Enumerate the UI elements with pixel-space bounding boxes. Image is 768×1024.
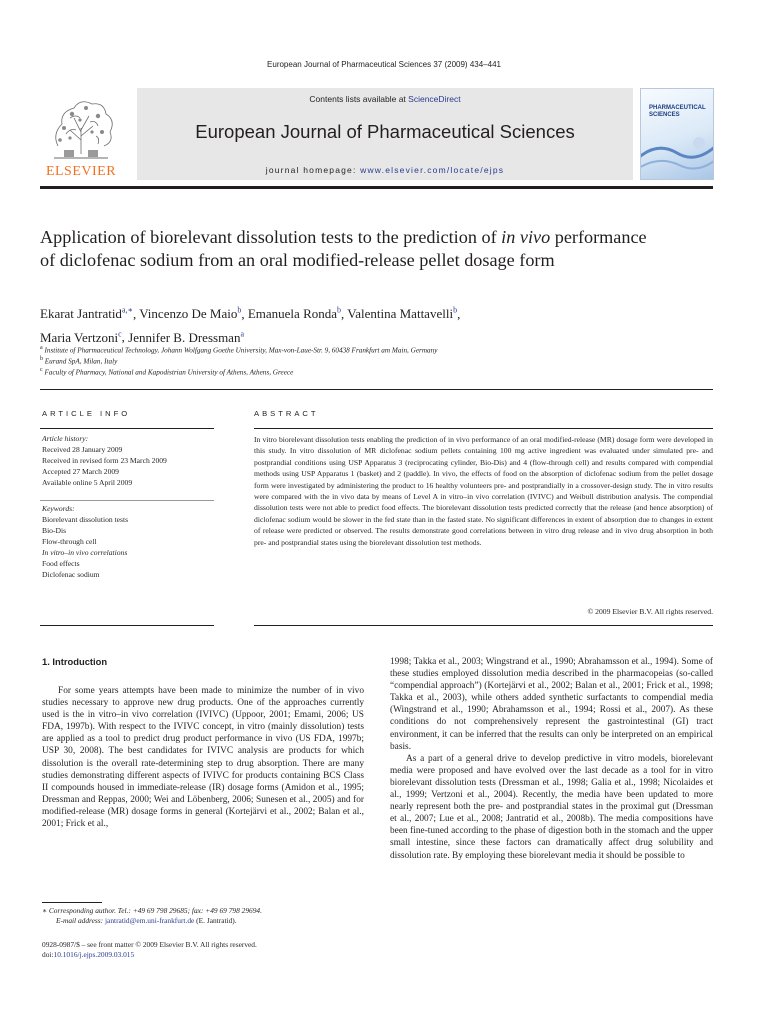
introduction-paragraph: For some years attempts have been made to minimize the number of in vivo studies necessary to approve new drug products. One of the approaches currently used is the in vitro–in vivo correlation (IVIVC) (Uppoor, 2001; Emami, 2006; US FDA, 1997b). With respect to the IVIVC concept, in vitro (mainly dissolution) tests are applied as a tool to predict drug product performance in vivo (US FDA, 1997b; USP 30, 2008). The best candidates for IVIVC analysis are products for which dissolution is the overall rate-determining step to drug absorption. There are many studies demonstrating different aspects of IVIVC for products containing BCS Class II compounds housed in immediate-release (IR) dosage forms (Amidon et al., 1995; Dressman and Reppas, 2000; Wei and Löbenberg, 2006; Sunesen et al., 2005) and for modified-release (MR) dosage forms in general (Kortejärvi et al., 2002; Balan et al., 2001; Frick et al., bbox=[42, 686, 364, 830]
abstract-rule bbox=[254, 625, 713, 626]
affiliation: $^a$ Institute of Pharmaceutical Technology, Johann Wolfgang Goethe University, Max-von-Laue-Str. 9, 60438 Frankfurt am Main, Germany bbox=[40, 345, 438, 355]
affiliation: $^b$ Eurand SpA, Milan, Italy bbox=[40, 356, 118, 366]
title-text-1: Application of biorelevant dissolution tests to the prediction of bbox=[40, 227, 502, 247]
cover-wave-icon bbox=[641, 89, 714, 180]
abstract-copyright: © 2009 Elsevier B.V. All rights reserved. bbox=[587, 607, 713, 616]
cover-title: PHARMACEUTICAL SCIENCES bbox=[649, 105, 706, 118]
introduction-paragraph: 1998; Takka et al., 2003; Wingstrand et al., 1990; Abrahamsson et al., 1994). Some of these studies employed dissolution media described in the pharmacopeias (so-called “compendial approach”) (Kortejärvi et al., 2002; Balan et al., 2001; Frick et al., 1998; Takka et al., 2003), while others added synthetic surfactants to compendial media (Wingstrand et al., 1990; Abrahamsson et al., 1994; Rossi et al., 2007). As these conditions do not comprehensively represent the gastrointestinal (GI) tract environment, it can be inferred that the results can only be interpreted on an empirical basis. bbox=[390, 657, 713, 752]
article-title bbox=[40, 226, 660, 272]
keywords: Keywords: Biorelevant dissolution tests Bio-Dis Flow-through cell In vitro–in vivo correlations Food effects Diclofenac sodium bbox=[42, 504, 129, 579]
article-info-heading: ARTICLE INFO bbox=[42, 409, 131, 418]
author[interactable]: Emanuela Ronda$^b$ bbox=[247, 306, 342, 322]
introduction-paragraph: As a part of a general drive to develop predictive in vitro models, biorelevant media were proposed and have evolved over the last decade as a tool for in vitro biorelevant dissolution tests (Dressman et al., 1998; Galia et al., 1998; Nicolaides et al., 1999; Vertzoni et al., 2004). Recently, the media have been updated to more nearly represent both the pre- and postprandial states in the proximal gut (Dressman et al., 2007; Lue et al., 2008; Jantratid et al., 2008b). The media compositions have been fine-tuned according to the phase of digestion both in the stomach and the upper small intestine, since these factors can dramatically affect drug solubility and dissolution rate. By employing these biorelevant media it should be possible to bbox=[390, 753, 713, 861]
sciencedirect-link[interactable]: ScienceDirect bbox=[408, 94, 461, 104]
issn-doi: 0928-0987/$ – see front matter © 2009 Elsevier B.V. All rights reserved. doi:10.1016/j.ejps.2009.03.015 bbox=[42, 940, 364, 960]
title-text-2: performance of diclofenac sodium from an oral modified-release pellet dosage form bbox=[40, 227, 647, 270]
issn-line: 0928-0987/$ – see front matter © 2009 Elsevier B.V. All rights reserved. bbox=[42, 940, 257, 949]
article-info-rule bbox=[40, 428, 214, 429]
abstract-text: In vitro biorelevant dissolution tests enabling the prediction of in vivo performance of an oral modified-release (MR) dosage form were developed in this study. In vitro dissolution of MR diclofenac sodium pellets containing 100 mg active ingredient was evaluated under simulated pre- and postprandial conditions using USP Apparatus 3 (reciprocating cylinder, Bio-Dis) and 4 (flow-through cell) and results compared with compendial methods using USP Apparatus 1 (basket) and 2 (paddle). In vivo, the effects of food on the absorption of diclofenac sodium from the pellet dosage form were investigated by administering the product to 16 healthy volunteers pre- and postprandially in a crossover-design study. The in vitro results were compared with the in vivo data by means of Level A in vitro–in vivo correlation (IVIVC) and Weibull distribution analysis. The compendial dissolution tests were not able to predict food effects. The biorelevant dissolution tests predicted correctly that the release (and hence absorption) of diclofenac sodium would be slower in the fed state than in the fasted state. No significant differences in extent of absorption due to changes in extent of release were predicted or observed. The results demonstrate good correlations between in vitro drug release and in vivo drug absorption in both pre- and postprandial states using the biorelevant dissolution test methods. bbox=[254, 435, 713, 547]
contents-line bbox=[137, 94, 633, 104]
journal-name: European Journal of Pharmaceutical Sciences bbox=[195, 121, 575, 142]
introduction-column-right bbox=[390, 656, 713, 862]
elsevier-logo[interactable] bbox=[40, 88, 122, 180]
publisher-name: ELSEVIER bbox=[45, 164, 117, 179]
article-info-rule bbox=[40, 500, 214, 501]
footnote-rule bbox=[42, 902, 102, 903]
author[interactable]: Maria Vertzoni$^c$ bbox=[40, 329, 122, 345]
header-divider bbox=[40, 186, 713, 189]
contents-prefix: Contents lists available at bbox=[309, 94, 409, 104]
author[interactable]: Ekarat Jantratid$^{a,∗}$ bbox=[40, 306, 133, 322]
article-history: Article history: Received 28 January 2009 Received in revised form 23 March 2009 Accepted 27 March 2009 Available online 5 April 2009 bbox=[42, 434, 167, 487]
homepage-prefix: journal homepage: bbox=[265, 165, 361, 175]
author[interactable]: Jennifer B. Dressman$^a$ bbox=[128, 329, 245, 345]
author[interactable]: Valentina Mattavelli$^b$ bbox=[347, 306, 458, 322]
journal-citation: European Journal of Pharmaceutical Sciences 37 (2009) 434–441 bbox=[267, 60, 501, 69]
author[interactable]: Vincenzo De Maio$^b$ bbox=[139, 306, 242, 322]
article-info-rule bbox=[40, 625, 214, 626]
introduction-heading: 1. Introduction bbox=[42, 656, 108, 667]
corresponding-author-note: ∗ Corresponding author. Tel.: +49 69 798 29685; fax: +49 69 798 29694. E-mail address: jantratid@em.uni-frankfurt.de (E. Jantratid). bbox=[42, 906, 262, 925]
doi-link[interactable]: 10.1016/j.ejps.2009.03.015 bbox=[53, 950, 135, 959]
homepage-link[interactable]: www.elsevier.com/locate/ejps bbox=[360, 165, 505, 175]
title-italic: in vivo bbox=[501, 227, 551, 247]
abstract-rule bbox=[254, 428, 713, 429]
affiliation-divider bbox=[40, 389, 713, 390]
email-link[interactable]: jantratid@em.uni-frankfurt.de bbox=[105, 916, 195, 925]
abstract-heading: ABSTRACT bbox=[254, 409, 319, 418]
journal-cover-image[interactable] bbox=[640, 88, 714, 180]
affiliation: $^c$ Faculty of Pharmacy, National and Kapodistrian University of Athens, Athens, Greece bbox=[40, 367, 294, 377]
author-list: Ekarat Jantratid$^{a,∗}$, Vincenzo De Maio$^b$, Emanuela Ronda$^b$, Valentina Mattavelli$^b$, Maria Vertzoni$^c$, Jennifer B. Dressman$^a$ bbox=[40, 306, 461, 345]
journal-homepage bbox=[137, 165, 633, 175]
